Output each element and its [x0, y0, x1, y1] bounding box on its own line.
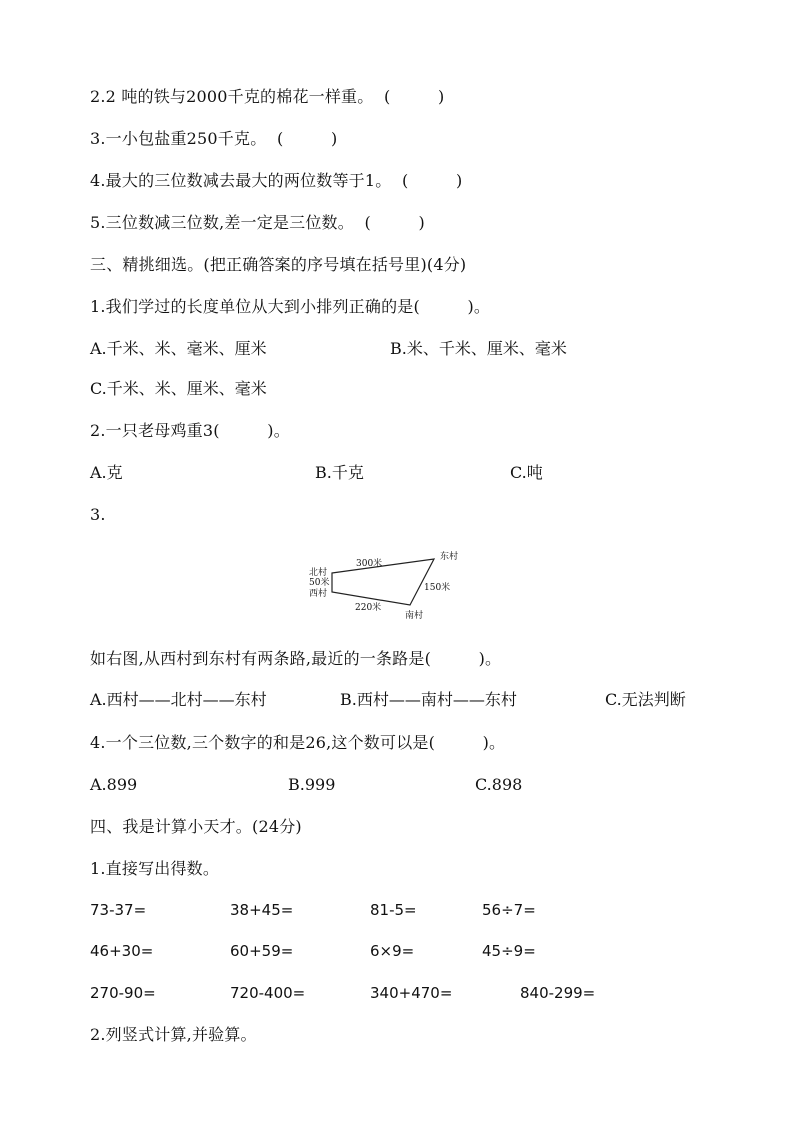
label-nw-length: 50米 — [309, 578, 330, 588]
section-3-title: 三、精挑细选。(把正确答案的序号填在括号里)(4分) — [90, 255, 467, 274]
route-quadrilateral — [332, 559, 434, 605]
judge-question-2: 2.2 吨的铁与2000千克的棉花一样重。 ( ) — [90, 87, 445, 106]
calc-item: 840-299= — [520, 984, 596, 1002]
label-north-village: 北村 — [309, 568, 328, 578]
calc-item: 270-90= — [90, 984, 156, 1002]
choice-3-option-a: A.西村——北村——东村 — [90, 690, 267, 709]
judge-question-4: 4.最大的三位数减去最大的两位数等于1。 ( ) — [90, 171, 463, 190]
calc-item: 60+59= — [230, 942, 294, 960]
choice-question-3: 如右图,从西村到东村有两条路,最近的一条路是( )。 — [90, 649, 502, 668]
calc-subtitle-2: 2.列竖式计算,并验算。 — [90, 1025, 257, 1044]
village-route-figure — [0, 542, 794, 632]
label-ws-length: 220米 — [355, 603, 382, 613]
calc-item: 73-37= — [90, 901, 147, 919]
choice-question-2: 2.一只老母鸡重3( )。 — [90, 421, 290, 440]
calc-item: 38+45= — [230, 901, 294, 919]
label-south-village: 南村 — [405, 611, 424, 621]
choice-2-option-c: C.吨 — [510, 463, 543, 482]
calc-subtitle-1: 1.直接写出得数。 — [90, 859, 220, 878]
choice-question-1: 1.我们学过的长度单位从大到小排列正确的是( )。 — [90, 297, 491, 316]
choice-3-option-c: C.无法判断 — [605, 690, 686, 709]
calc-item: 45÷9= — [482, 942, 536, 960]
choice-4-option-c: C.898 — [475, 775, 523, 794]
choice-question-3-number: 3. — [90, 505, 106, 524]
choice-1-option-a: A.千米、米、毫米、厘米 — [90, 339, 267, 358]
label-east-village: 东村 — [440, 552, 459, 562]
calc-item: 81-5= — [370, 901, 417, 919]
choice-4-option-a: A.899 — [90, 775, 138, 794]
calc-item: 340+470= — [370, 984, 453, 1002]
calc-item: 6×9= — [370, 942, 415, 960]
judge-question-5: 5.三位数减三位数,差一定是三位数。 ( ) — [90, 213, 425, 232]
calc-item: 720-400= — [230, 984, 306, 1002]
choice-2-option-a: A.克 — [90, 463, 123, 482]
label-es-length: 150米 — [424, 583, 451, 593]
label-ne-length: 300米 — [356, 559, 383, 569]
choice-1-option-c: C.千米、米、厘米、毫米 — [90, 379, 267, 398]
choice-1-option-b: B.米、千米、厘米、毫米 — [390, 339, 567, 358]
section-4-title: 四、我是计算小天才。(24分) — [90, 817, 302, 836]
judge-question-3: 3.一小包盐重250千克。 ( ) — [90, 129, 338, 148]
choice-question-4: 4.一个三位数,三个数字的和是26,这个数可以是( )。 — [90, 733, 506, 752]
choice-4-option-b: B.999 — [288, 775, 336, 794]
calc-item: 46+30= — [90, 942, 154, 960]
choice-2-option-b: B.千克 — [315, 463, 364, 482]
label-west-village: 西村 — [309, 589, 328, 599]
calc-item: 56÷7= — [482, 901, 536, 919]
choice-3-option-b: B.西村——南村——东村 — [340, 690, 517, 709]
